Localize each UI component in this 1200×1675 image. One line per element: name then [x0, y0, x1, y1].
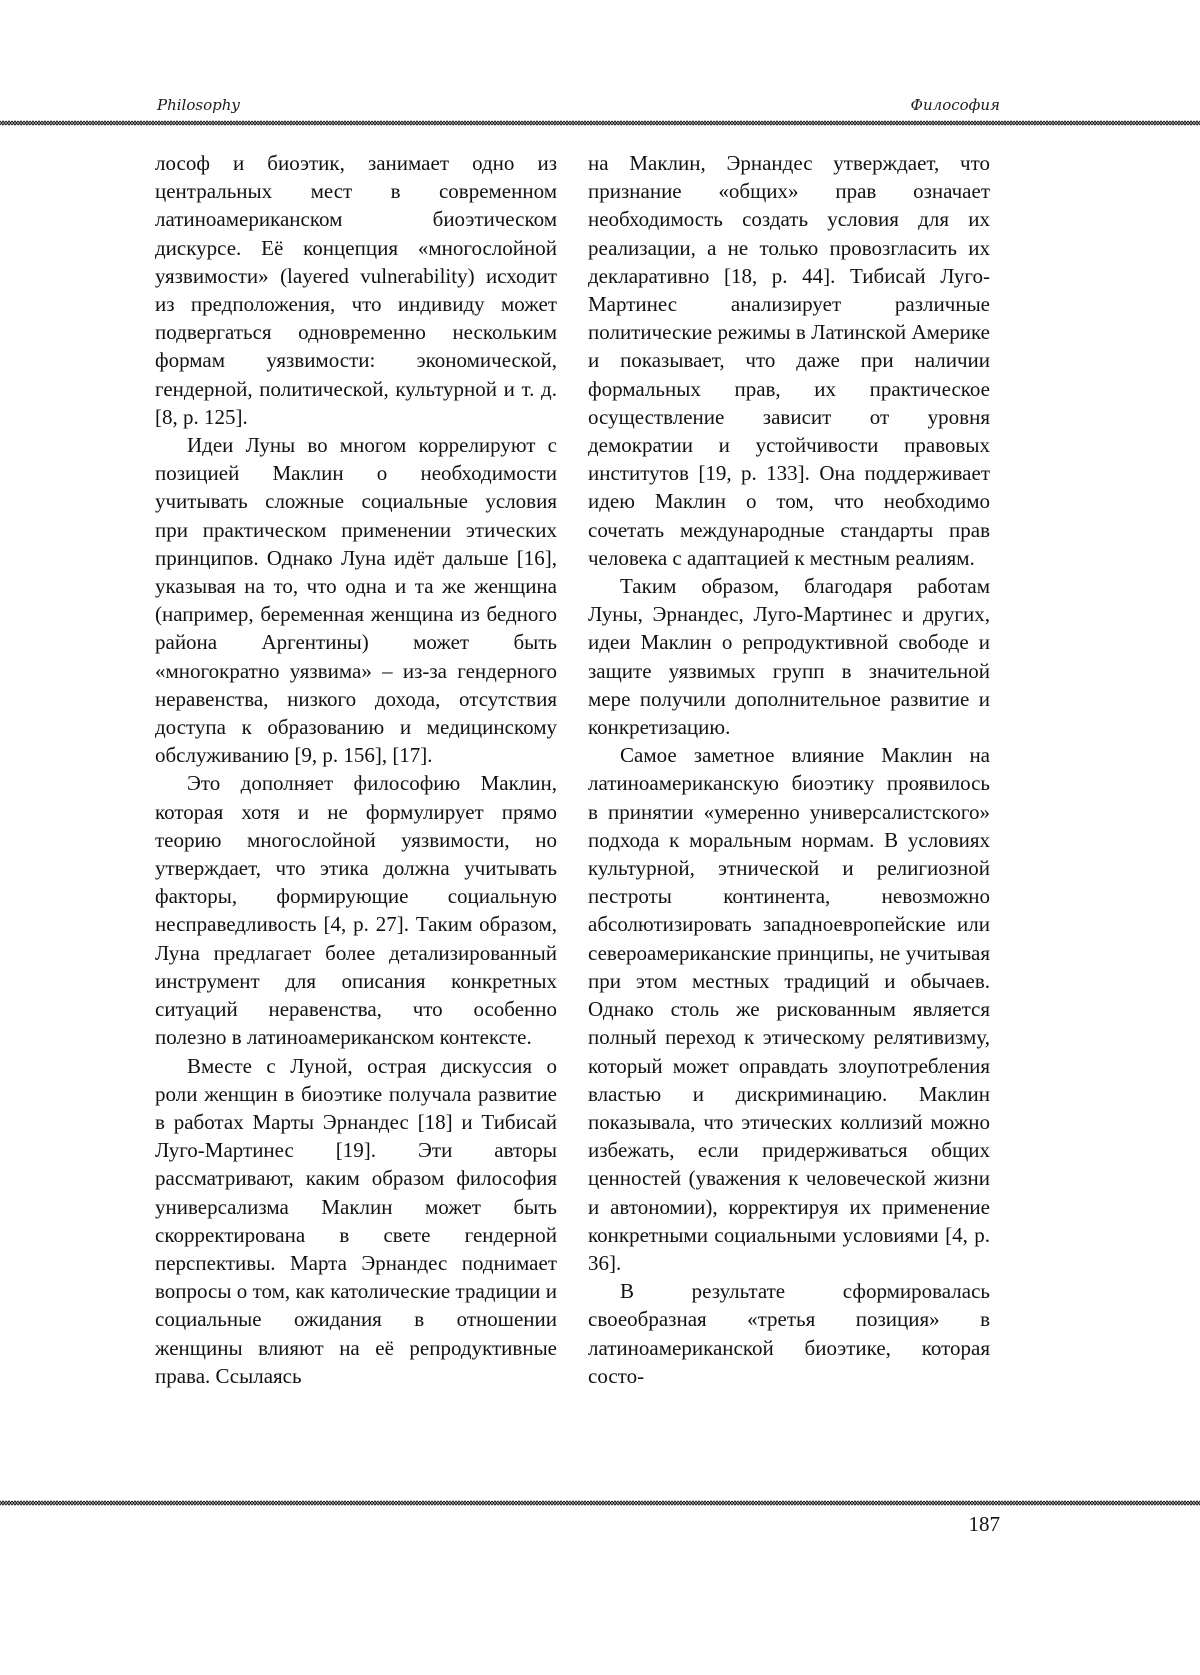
paragraph: лософ и биоэтик, занимает одно из центральных мест в современном латиноамериканском биоэтическом дискурсе. Её концепция «многослойной уязвимости» (layered vulnerability) исходит из предположения, что индивиду может подвергаться одновременно нескольким формам уязвимости: экономической, гендерной, политической, культурной и т. д. [8, p. 125]. [155, 151, 557, 429]
paragraph: Таким образом, благодаря работам Луны, Эрнандес, Луго-Мартинес и других, идеи Маклин о репродуктивной свободе и защите уязвимых групп в значительной мере получили дополнительное развитие и конкретизацию. [588, 574, 990, 740]
paragraph: Идеи Луны во многом коррелируют с позицией Маклин о необходимости учитывать сложные социальные условия при практическом применении этических принципов. Однако Луна идёт дальше [16], указывая на то, что одна и та же женщина (например, беременная женщина из бедного района Аргентины) может быть «многократно уязвима» – из-за гендерного неравенства, низкого дохода, отсутствия доступа к образованию и медицинскому обслуживанию [9, p. 156], [17]. [155, 433, 557, 768]
running-head [157, 96, 1000, 120]
paragraph: Самое заметное влияние Маклин на латиноамериканскую биоэтику проявилось в принятии «умеренно универсалистского» подхода к моральным нормам. В условиях культурной, этнической и религиозной пестроты континента, невозможно абсолютизировать западноевропейские или североамериканские принципы, не учитывая при этом местных традиций и обычаев. Однако столь же рискованным является полный переход к этическому релятивизму, который может оправдать злоупотребления властью и дискриминацию. Маклин показывала, что этических коллизий можно избежать, если придерживаться общих ценностей (уважения к человеческой жизни и автономии), корректируя их применение конкретными социальными условиями [4, p. 36]. [588, 743, 990, 1275]
running-head-left: Philosophy [157, 96, 240, 114]
bottom-ornament-rule [0, 1498, 1200, 1508]
paragraph: на Маклин, Эрнандес утверждает, что признание «общих» прав означает необходимость создать условия для их реализации, а не только провозгласить их декларативно [18, p. 44]. Тибисай Луго-Мартинес анализирует различные политические режимы в Латинской Америке и показывает, что даже при наличии формальных прав, их практическое осуществление зависит от уровня демократии и устойчивости правовых институтов [19, p. 133]. Она поддерживает идею Маклин о том, что необходимо сочетать международные стандарты прав человека с адаптацией к местным реалиям. [588, 151, 990, 570]
top-ornament-rule [0, 118, 1200, 128]
page-number: 187 [968, 1512, 1000, 1536]
running-head-right: Философия [910, 96, 1000, 114]
paragraph: Это дополняет философию Маклин, которая хотя и не формулирует прямо теорию многослойной уязвимости, но утверждает, что этика должна учитывать факторы, формирующие социальную несправедливость [4, p. 27]. Таким образом, Луна предлагает более детализированный инструмент для описания конкретных ситуаций неравенства, что особенно полезно в латиноамериканском контексте. [155, 771, 557, 1050]
paragraph: В результате сформировалась своеобразная «третья позиция» в латиноамериканской биоэтике, которая состо- [588, 1279, 990, 1388]
text-column-left [155, 149, 557, 1390]
text-column-right [588, 149, 990, 1390]
paragraph: Вместе с Луной, острая дискуссия о роли женщин в биоэтике получала развитие в работах Марты Эрнандес [18] и Тибисай Луго-Мартинес [19]. Эти авторы рассматривают, каким образом философия универсализма Маклин может быть скорректирована в свете гендерной перспективы. Марта Эрнандес поднимает вопросы о том, как католические традиции и социальные ожидания в отношении женщины влияют на её репродуктивные права. Ссылаясь [155, 1053, 557, 1388]
